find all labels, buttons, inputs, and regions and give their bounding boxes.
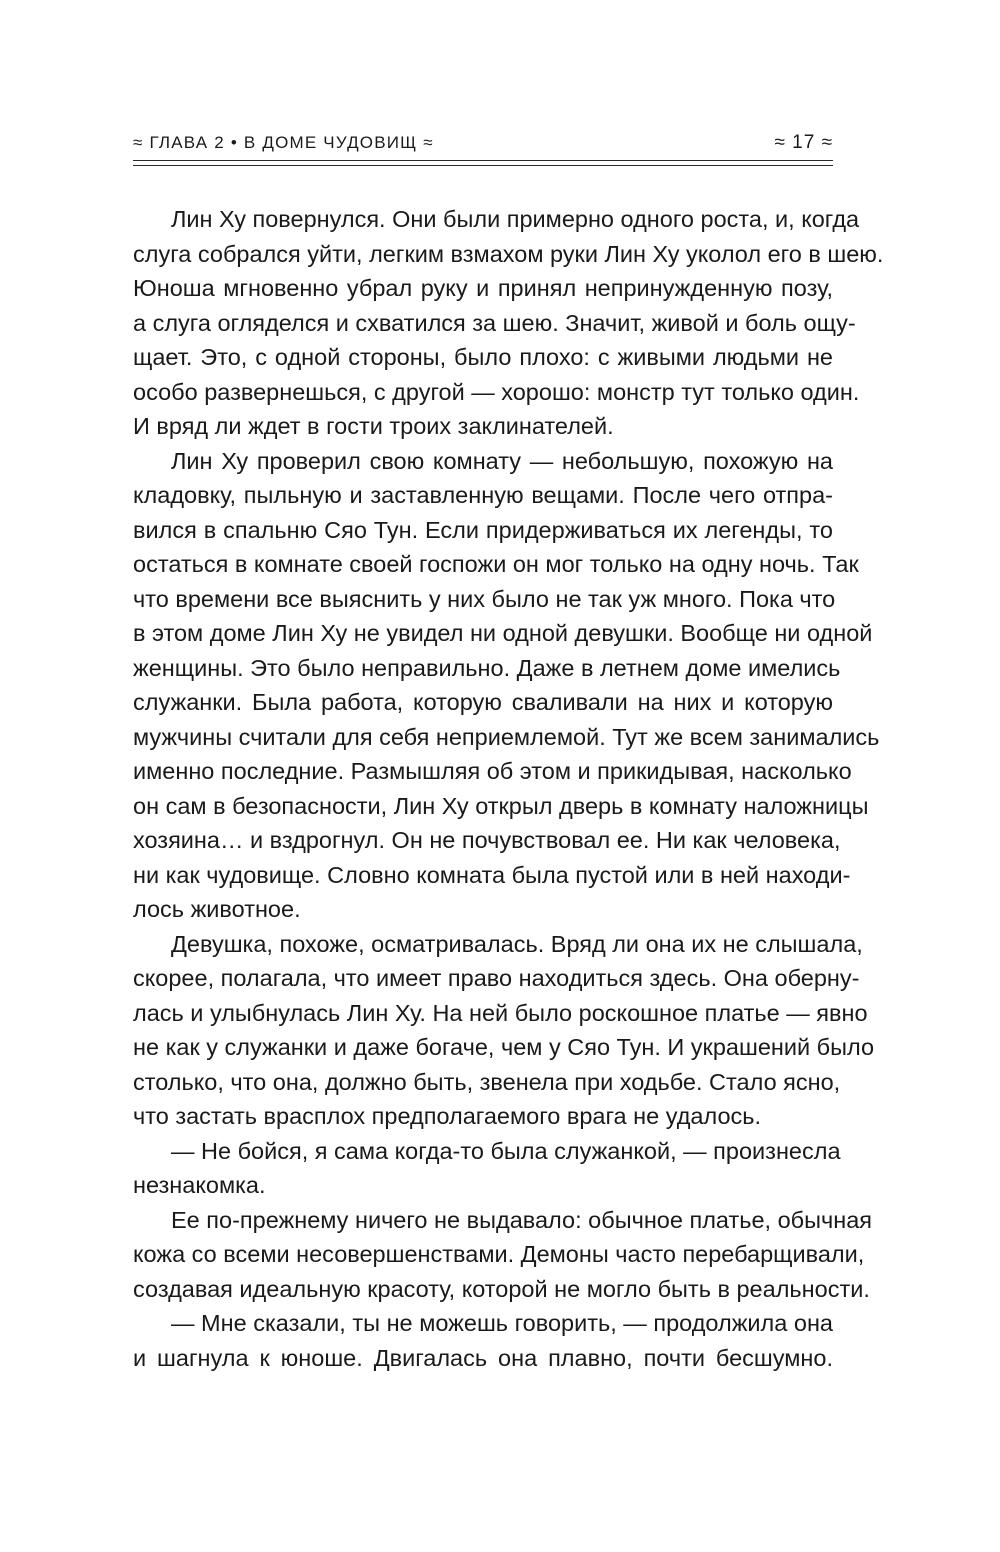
text-line: а слуга огляделся и схватился за шею. Значит, живой и боль ощу- bbox=[133, 309, 856, 336]
text-line: слуга собрался уйти, легким взмахом руки Лин Ху уколол его в шею. bbox=[133, 240, 884, 267]
text-line: создавая идеальную красоту, которой не могло быть в реальности. bbox=[133, 1275, 870, 1302]
text-line: Юноша мгновенно убрал руку и принял непринужденную позу, bbox=[133, 275, 833, 301]
text-line: в этом доме Лин Ху не увидел ни одной девушки. Вообще ни одной bbox=[133, 620, 873, 646]
text-line: он сам в безопасности, Лин Ху открыл дверь в комнату наложницы bbox=[133, 792, 869, 819]
running-head bbox=[133, 130, 833, 156]
text-line: — Мне сказали, ты не можешь говорить, — продолжила она bbox=[171, 1310, 833, 1336]
text-line: Лин Ху повернулся. Они были примерно одного роста, и, когда bbox=[171, 206, 860, 232]
text-line: Ее по-прежнему ничего не выдавало: обычное платье, обычная bbox=[171, 1206, 873, 1233]
body-text bbox=[133, 202, 884, 1375]
text-line: Лин Ху проверил свою комнату — небольшую, похожую на bbox=[171, 447, 833, 474]
text-line: и шагнула к юноше. Двигалась она плавно, почти бесшумно. bbox=[133, 1344, 833, 1371]
text-line: хозяина… и вздрогнул. Он не почувствовал ее. Ни как человека, bbox=[133, 827, 841, 853]
text-line: кожа со всеми несовершенствами. Демоны часто перебарщивали, bbox=[133, 1241, 865, 1267]
text-line: служанки. Была работа, которую сваливали на них и которую bbox=[133, 689, 833, 715]
text-line: лось животное. bbox=[133, 896, 301, 922]
text-line: кладовку, пыльную и заставленную вещами. После чего отпра- bbox=[133, 482, 833, 508]
header-double-rule bbox=[133, 160, 833, 166]
text-line: И вряд ли ждет в гости троих заклинателей. bbox=[133, 413, 614, 439]
text-line: именно последние. Размышляя об этом и прикидывая, насколько bbox=[133, 758, 852, 784]
text-line: женщины. Это было неправильно. Даже в летнем доме имелись bbox=[133, 654, 841, 681]
text-line: вился в спальню Сяо Тун. Если придерживаться их легенды, то bbox=[133, 516, 833, 543]
chapter-title: ≈ ГЛАВА 2 • В ДОМЕ ЧУДОВИЩ ≈ bbox=[133, 133, 434, 152]
text-line: щает. Это, с одной стороны, было плохо: с живыми людьми не bbox=[133, 344, 833, 370]
text-line: скорее, полагала, что имеет право находиться здесь. Она оберну- bbox=[133, 965, 860, 991]
text-line: ни как чудовище. Словно комната была пустой или в ней находи- bbox=[133, 861, 851, 888]
text-line: остаться в комнате своей госпожи он мог только на одну ночь. Так bbox=[133, 551, 859, 577]
page-number: ≈ 17 ≈ bbox=[774, 132, 833, 153]
text-line: особо развернешься, с другой — хорошо: монстр тут только один. bbox=[133, 378, 860, 405]
text-line: незнакомка. bbox=[133, 1172, 266, 1198]
text-line: не как у служанки и даже богаче, чем у Сяо Тун. И украшений было bbox=[133, 1034, 875, 1060]
text-line: столько, что она, должно быть, звенела при ходьбе. Стало ясно, bbox=[133, 1068, 841, 1095]
text-line: что времени все выяснить у них было не так уж много. Пока что bbox=[133, 585, 836, 612]
text-line: лась и улыбнулась Лин Ху. На ней было роскошное платье — явно bbox=[133, 999, 868, 1026]
text-line: Девушка, похоже, осматривалась. Вряд ли она их не слышала, bbox=[171, 930, 863, 957]
text-line: что застать врасплох предполагаемого врага не удалось. bbox=[133, 1103, 762, 1129]
text-line: — Не бойся, я сама когда-то была служанкой, — произнесла bbox=[171, 1137, 841, 1164]
text-line: мужчины считали для себя неприемлемой. Тут же всем занимались bbox=[133, 723, 880, 750]
book-page bbox=[133, 0, 884, 1552]
